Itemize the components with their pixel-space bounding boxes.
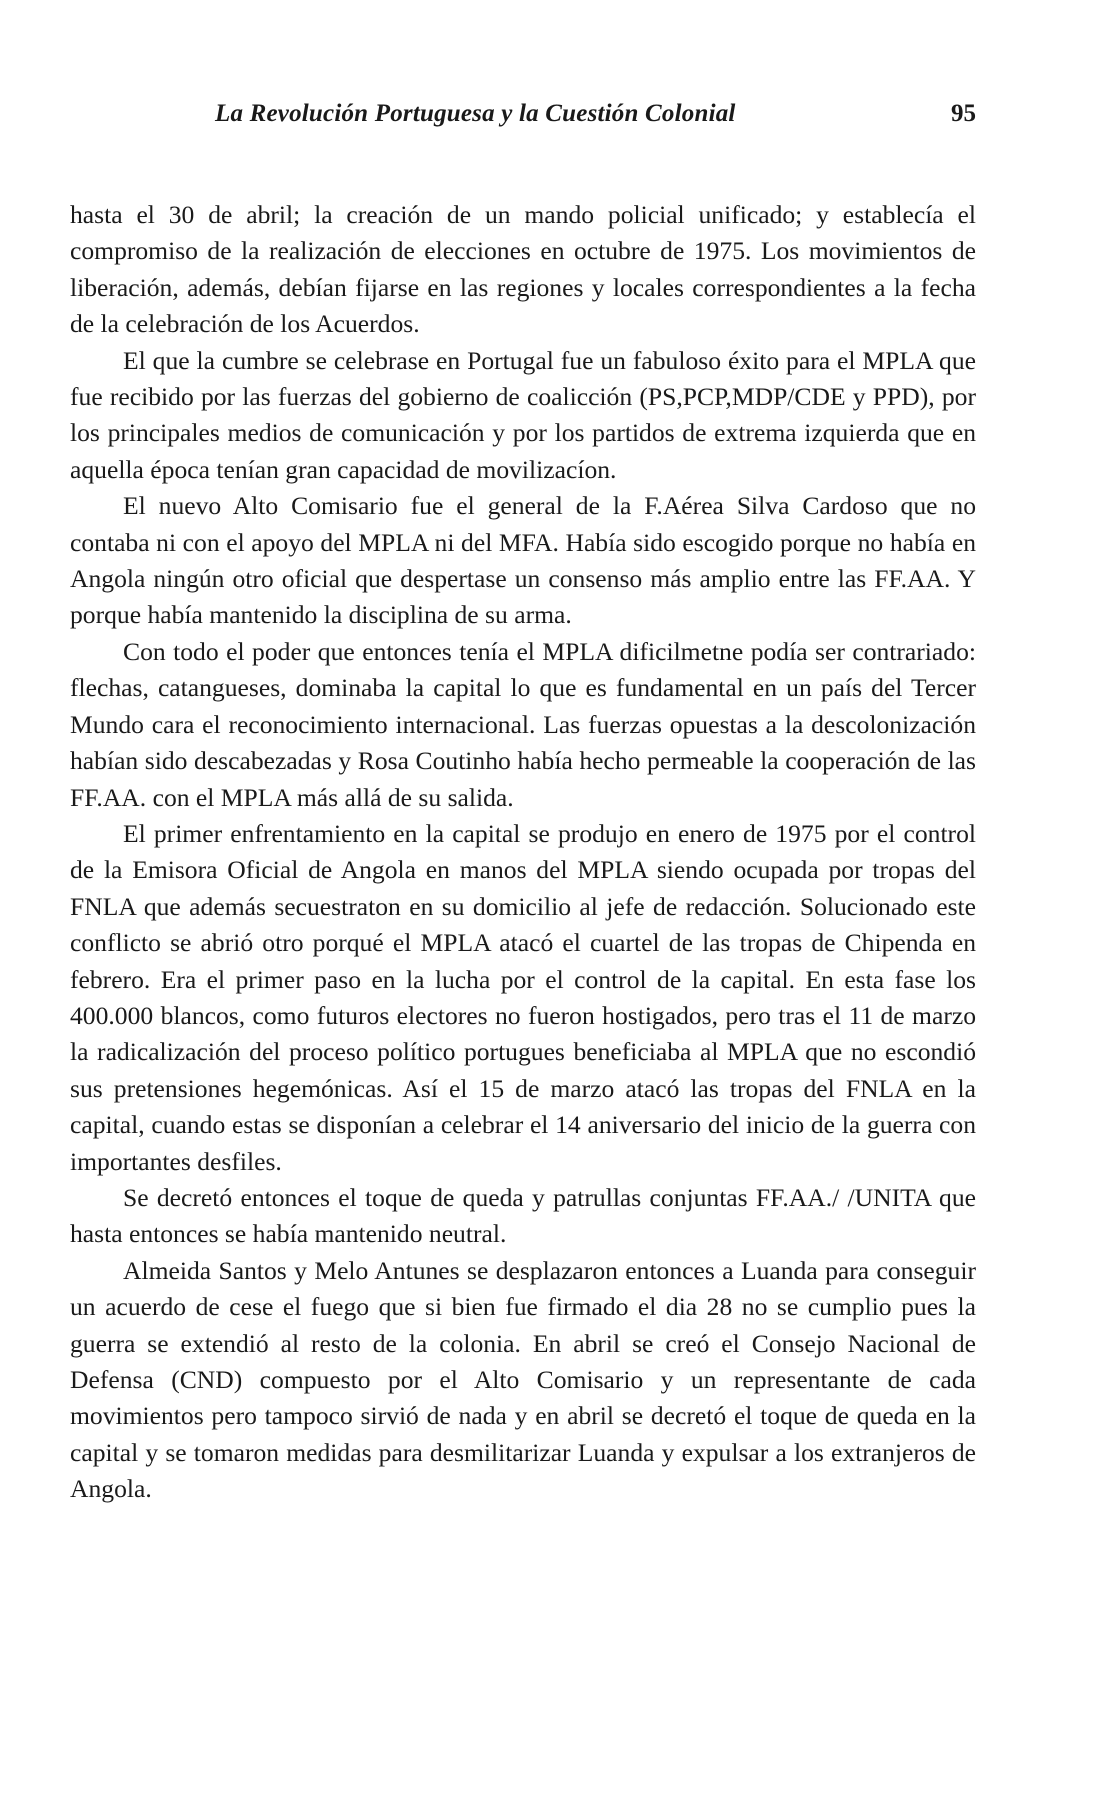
paragraph: Almeida Santos y Melo Antunes se desplazaron entonces a Luanda para conseguir un acuerdo de cese el fuego que si bien fue firmado el dia 28 no se cumplio pues la guerra se extendió al resto de la colonia. En abril se creó el Consejo Nacional de Defensa (CND) compuesto por el Alto Comisario y un representante de cada movimientos pero tampoco sirvió de nada y en abril se decretó el toque de queda en la capital y se tomaron medidas para desmilitarizar Luanda y expulsar a los extranjeros de Angola. bbox=[70, 1255, 976, 1504]
paragraph: El nuevo Alto Comisario fue el general de la F.Aérea Silva Cardoso que no contaba ni con el apoyo del MPLA ni del MFA. Había sido escogido porque no había en Angola ningún otro oficial que despertase un consenso más amplio entre las FF.AA. Y porque había mantenido la disciplina de su arma. bbox=[70, 491, 976, 630]
paragraph: hasta el 30 de abril; la creación de un mando policial unificado; y establecía el compromiso de la realización de elecciones en octubre de 1975. Los movimientos de liberación, además, debían fijarse en las regiones y locales correspondientes a la fecha de la celebración de los Acuerdos. bbox=[70, 200, 976, 339]
paragraph: El que la cumbre se celebrase en Portugal fue un fabuloso éxito para el MPLA que fue recibido por las fuerzas del gobierno de coalicción (PS,PCP,MDP/CDE y PPD), por los principales medios de comunicación y por los partidos de extrema izquierda que en aquella época tenían gran capacidad de movilizacíon. bbox=[70, 345, 976, 484]
paragraph: Con todo el poder que entonces tenía el MPLA dificilmetne podía ser contrariado: flechas, catangueses, dominaba la capital lo que es fundamental en un país del Tercer Mundo cara el reconocimiento internacional. Las fuerzas opuestas a la descolonización habían sido descabezadas y Rosa Coutinho había hecho permeable la cooperación de las FF.AA. con el MPLA más allá de su salida. bbox=[70, 636, 976, 812]
running-head bbox=[70, 100, 976, 140]
paragraph: El primer enfrentamiento en la capital se produjo en enero de 1975 por el control de la Emisora Oficial de Angola en manos del MPLA siendo ocupada por tropas del FNLA que además secuestraton en su domicilio al jefe de redacción. Solucionado este conflicto se abrió otro porqué el MPLA atacó el cuartel de las tropas de Chipenda en febrero. Era el primer paso en la lucha por el control de la capital. En esta fase los 400.000 blancos, como futuros electores no fueron hostigados, pero tras el 11 de marzo la radicalización del proceso político portugues beneficiaba al MPLA que no escondió sus pretensiones hegemónicas. Así el 15 de marzo atacó las tropas del FNLA en la capital, cuando estas se disponían a celebrar el 14 aniversario del inicio de la guerra con importantes desfiles. bbox=[70, 818, 976, 1176]
running-title: La Revolución Portuguesa y la Cuestión Colonial bbox=[215, 100, 736, 127]
paragraph: Se decretó entonces el toque de queda y patrullas conjuntas FF.AA./ /UNITA que hasta entonces se había mantenido neutral. bbox=[70, 1182, 976, 1249]
page-number: 95 bbox=[951, 100, 976, 127]
body-text bbox=[70, 197, 976, 1508]
